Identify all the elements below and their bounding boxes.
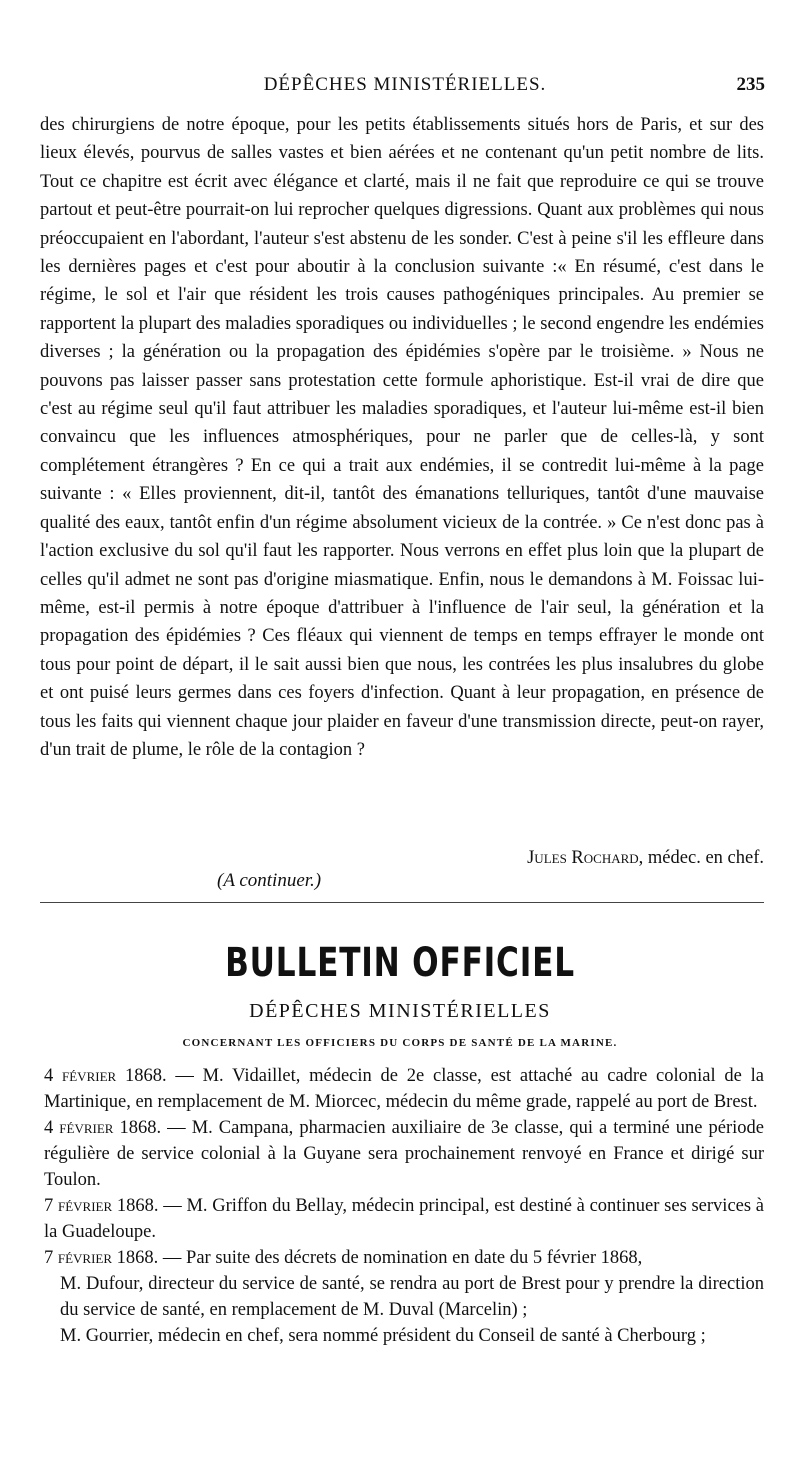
dispatch-date: 7 février 1868.: [44, 1248, 159, 1268]
dispatch-entry: [44, 1245, 764, 1271]
bulletin-subtitle: DÉPÊCHES MINISTÉRIELLES: [249, 1000, 551, 1022]
dispatch-entry: [44, 1193, 764, 1245]
dispatch-text: — M. Vidaillet, médecin de 2e classe, est attaché au cadre colonial de la Martinique, en remplacement de M. Miorcec, médecin du même grade, rappelé au port de Brest.: [44, 1066, 764, 1112]
dispatch-entry: [44, 1115, 764, 1193]
dispatch-text: — M. Griffon du Bellay, médecin principal, est destiné à continuer ses services à la Guadeloupe.: [44, 1196, 764, 1242]
article-body: [40, 111, 764, 764]
signature-name: Jules Rochard: [527, 848, 639, 868]
dispatch-date: 4 février 1868.: [44, 1118, 162, 1138]
article-paragraph: des chirurgiens de notre époque, pour les petits établissements situés hors de Paris, et sur des lieux élevés, pourvus de salles vastes et bien aérées et ne contenant qu'un petit nombre de lits. Tout ce chapitre est écrit avec élégance et clarté, mais il ne fait que reproduire ce qui se trouve partout et peut-être pourrait-on lui reprocher quelques digressions. Quant aux problèmes qui nous préoccupaient en l'abordant, l'auteur s'est abstenu de les sonder. C'est à peine s'il les effleure dans les dernières pages et c'est pour aboutir à la conclusion suivante :« En résumé, c'est dans le régime, le sol et l'air que résident les trois causes pathogéniques principales. Au premier se rapportent la plupart des maladies sporadiques ou individuelles ; le second engendre les endémies diverses ; la génération ou la propagation des épidémies s'opère par le troisième. » Nous ne pouvons pas laisser passer sans protestation cette formule aphoristique. Est-il vrai de dire que c'est au régime seul qu'il faut attribuer les maladies sporadiques, et l'auteur lui-même est-il bien convaincu que les influences atmosphériques, pour ne parler que de celles-là, y sont complétement étrangères ? En ce qui a trait aux endémies, il se contredit lui-même à la page suivante : « Elles proviennent, dit-il, tantôt des émanations telluriques, tantôt d'une mauvaise qualité des eaux, tantôt enfin d'un régime absolument vicieux de la contrée. » Ce n'est donc pas à l'action exclusive du sol qu'il faut les rapporter. Nous verrons en effet plus loin que la plupart de celles qu'il admet ne sont pas d'origine miasmatique. Enfin, nous le demandons à M. Foissac lui-même, est-il permis à notre époque d'attribuer à l'influence de l'air seul, la génération et la propagation des épidémies ? Ces fléaux qui viennent de temps en temps effrayer le monde ont tous pour point de départ, il le sait aussi bien que nous, les contrées les plus insalubres du globe et ont puisé leurs germes dans ces foyers d'infection. Quant à leur propagation, en présence de tous les faits qui viennent chaque jour plaider en faveur d'une transmission directe, peut-on rayer, d'un trait de plume, le rôle de la contagion ?: [40, 115, 764, 760]
running-title: DÉPÊCHES MINISTÉRIELLES.: [263, 74, 547, 95]
dispatch-text: — M. Campana, pharmacien auxiliaire de 3e classe, qui a terminé une période régulière de service colonial à la Guyane sera prochainement renvoyé en France et dirigé sur Toulon.: [44, 1118, 765, 1190]
dispatch-entry: [44, 1063, 764, 1115]
signature: [527, 844, 764, 872]
page-number: 235: [736, 74, 765, 95]
dispatch-text: — Par suite des décrets de nomination en date du 5 février 1868,: [158, 1248, 643, 1268]
continuation-note: (A continuer.): [217, 870, 322, 891]
dispatch-date: 4 février 1868.: [44, 1066, 167, 1086]
bulletin-concerning: CONCERNANT LES OFFICIERS DU CORPS DE SANTÉ DE LA MARINE.: [182, 1037, 618, 1049]
dispatch-sub-entry: M. Dufour, directeur du service de santé, se rendra au port de Brest pour y prendre la direction du service de santé, en remplacement de M. Duval (Marcelin) ;: [60, 1274, 764, 1320]
signature-title: , médec. en chef.: [638, 848, 764, 868]
bulletin-title: BULLETIN OFFICIEL: [225, 940, 575, 986]
running-header: [45, 74, 765, 100]
dispatch-list: [44, 1063, 764, 1349]
dispatch-date: 7 février 1868.: [44, 1196, 159, 1216]
dispatch-sub-entry: M. Gourrier, médecin en chef, sera nommé président du Conseil de santé à Cherbourg ;: [60, 1326, 706, 1346]
section-divider: [40, 902, 764, 903]
